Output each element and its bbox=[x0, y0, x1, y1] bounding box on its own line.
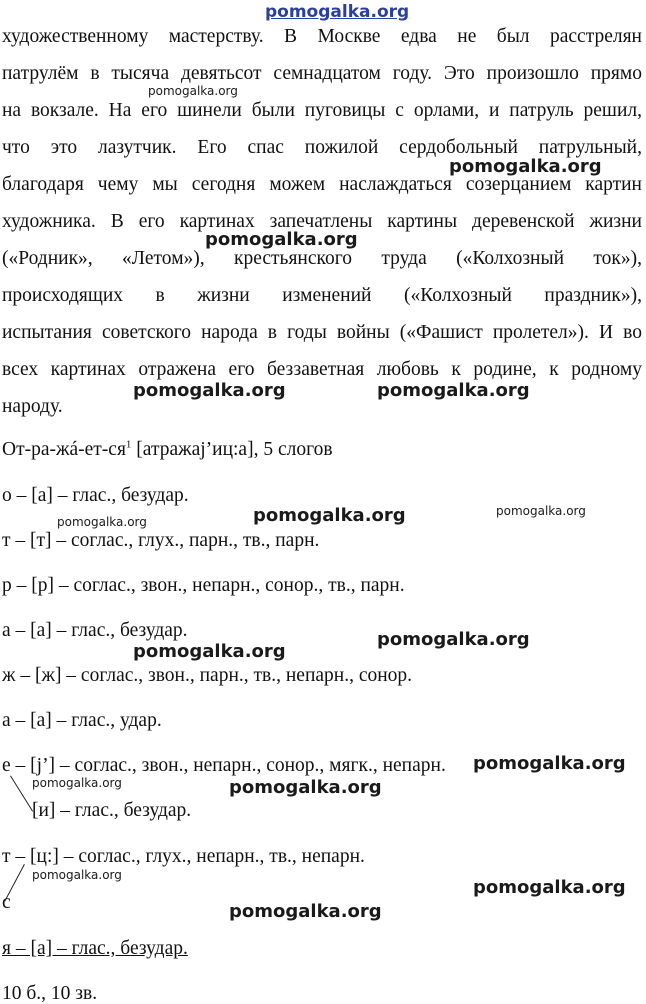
watermark: pomogalka.org bbox=[473, 753, 626, 774]
analysis-row: я – [а] – глас., безудар. bbox=[2, 938, 188, 959]
watermark: pomogalka.org bbox=[148, 84, 238, 98]
paragraph-line: художника. В его картинах запечатлены картины деревенской жизни bbox=[2, 211, 642, 232]
watermark: pomogalka.org bbox=[32, 776, 122, 790]
watermark: pomogalka.org bbox=[496, 504, 586, 518]
watermark: pomogalka.org bbox=[32, 868, 122, 882]
analysis-row: р – [р] – соглас., звон., непарн., сонор., тв., парн. bbox=[2, 575, 405, 596]
paragraph-line: испытания советского народа в годы войны («Фашист пролетел»). И во bbox=[2, 322, 642, 343]
analysis-row: с bbox=[2, 892, 11, 913]
watermark: pomogalka.org bbox=[377, 629, 530, 650]
bracket-stroke bbox=[10, 775, 33, 811]
watermark: pomogalka.org bbox=[473, 877, 626, 898]
watermark: pomogalka.org bbox=[57, 515, 147, 529]
watermark: pomogalka.org bbox=[205, 229, 358, 250]
analysis-word: От-ра-жá-ет-ся bbox=[2, 439, 126, 460]
analysis-row: о – [а] – глас., безудар. bbox=[2, 485, 189, 506]
watermark: pomogalka.org bbox=[229, 777, 382, 798]
analysis-row: [и] – глас., безудар. bbox=[32, 800, 192, 821]
paragraph-line: благодаря чему мы сегодня можем наслаждаться созерцанием картин bbox=[2, 174, 642, 195]
paragraph-line: художественному мастерству. В Москве едва не был расстрелян bbox=[2, 26, 642, 47]
watermark: pomogalka.org bbox=[133, 641, 286, 662]
paragraph-line: на вокзале. На его шинели были пуговицы с орлами, и патруль решил, bbox=[2, 100, 642, 121]
analysis-row: е – [j’] – соглас., звон., непарн., сонор., мягк., непарн. bbox=[2, 755, 446, 776]
analysis-row: т – [ц:] – соглас., глух., непарн., тв., непарн. bbox=[2, 846, 365, 867]
watermark: pomogalka.org bbox=[133, 380, 286, 401]
analysis-transcription: [атражаj’иц:а], 5 слогов bbox=[131, 439, 333, 460]
analysis-row: а – [а] – глас., удар. bbox=[2, 710, 162, 731]
watermark-top[interactable]: pomogalka.org bbox=[265, 2, 410, 22]
analysis-heading bbox=[2, 440, 333, 460]
analysis-row: а – [а] – глас., безудар. bbox=[2, 620, 188, 641]
watermark: pomogalka.org bbox=[449, 156, 602, 177]
analysis-row: ж – [ж] – соглас., звон., парн., тв., непарн., сонор. bbox=[2, 665, 413, 686]
paragraph-line: патрулём в тысяча девятьсот семнадцатом году. Это произошло прямо bbox=[2, 63, 642, 84]
watermark: pomogalka.org bbox=[377, 380, 530, 401]
paragraph-line: что это лазутчик. Его спас пожилой сердобольный патрульный, bbox=[2, 137, 642, 158]
paragraph-line: народу. bbox=[2, 396, 63, 417]
paragraph-line: происходящих в жизни изменений («Колхозный праздник»), bbox=[2, 285, 642, 306]
analysis-row: т – [т] – соглас., глух., парн., тв., парн. bbox=[2, 530, 320, 551]
analysis-summary: 10 б., 10 зв. bbox=[2, 983, 98, 1004]
paragraph-line: всех картинах отражена его беззаветная любовь к родине, к родному bbox=[2, 359, 642, 380]
footnote-mark: 1 bbox=[125, 438, 132, 451]
watermark: pomogalka.org bbox=[253, 505, 406, 526]
paragraph-line: («Родник», «Летом»), крестьянского труда («Колхозный ток»), bbox=[2, 248, 642, 269]
watermark: pomogalka.org bbox=[229, 901, 382, 922]
